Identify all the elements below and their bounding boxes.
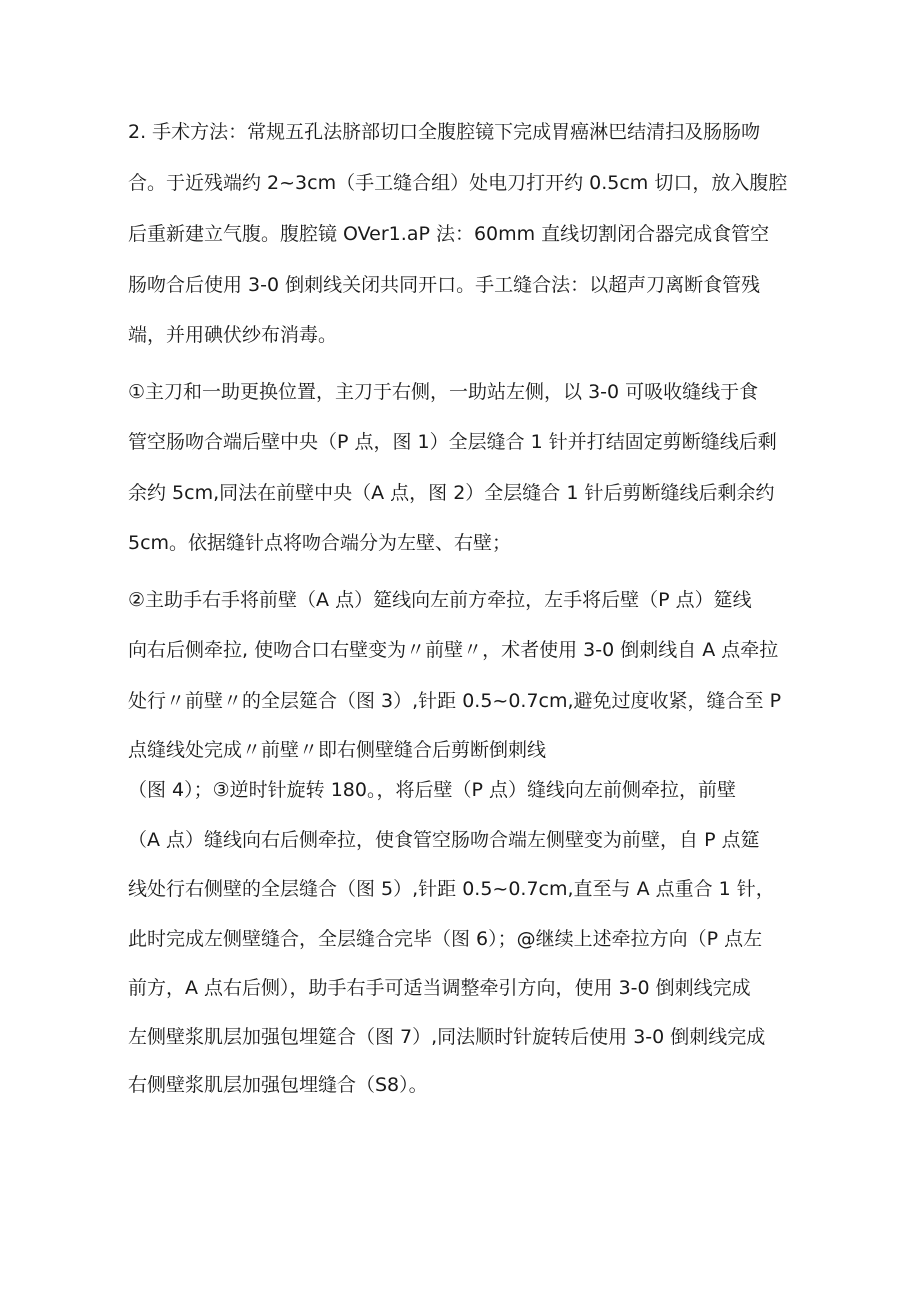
text-line: 右侧壁浆肌层加强包埋缝合（S8）。 xyxy=(128,1074,428,1096)
text-line: 左侧壁浆肌层加强包埋筵合（图 7）,同法顺时针旋转后使用 3-0 倒刺线完成 xyxy=(128,1026,766,1048)
text-line: 5cm。依据缝针点将吻合端分为左壁、右壁； xyxy=(128,532,512,554)
text-line: ①主刀和一助更换位置，主刀于右侧，一助站左侧，以 3-0 可吸收缝线于食 xyxy=(128,381,759,403)
text-line: 2. 手术方法：常规五孔法脐部切口全腹腔镜下完成胃癌淋巴结清扫及肠肠吻 xyxy=(128,121,761,143)
text-line: ②主助手右手将前壁（A 点）筵线向左前方牵拉，左手将后壁（P 点）筵线 xyxy=(128,589,752,611)
text-line: 后重新建立气腹。腹腔镜 OVer1.aP 法：60mm 直线切割闭合器完成食管空 xyxy=(128,223,770,245)
text-line: 线处行右侧壁的全层缝合（图 5）,针距 0.5~0.7cm,直至与 A 点重合 1 针， xyxy=(128,878,775,900)
text-line: 端，并用碘伏纱布消毒。 xyxy=(128,324,338,346)
text-line: 点缝线处完成〃前壁〃即右侧壁缝合后剪断倒刺线 xyxy=(128,739,547,761)
text-line: 合。于近残端约 2~3cm（手工缝合组）处电刀打开约 0.5cm 切口，放入腹腔 xyxy=(128,172,788,194)
text-line: 肠吻合后使用 3-0 倒刺线关闭共同开口。手工缝合法：以超声刀离断食管残 xyxy=(128,274,761,296)
text-line: 前方，A 点右后侧），助手右手可适当调整牵引方向，使用 3-0 倒刺线完成 xyxy=(128,977,751,999)
text-line: 向右后侧牵拉, 使吻合口右壁变为〃前壁〃，术者使用 3-0 倒刺线自 A 点牵拉 xyxy=(128,639,779,661)
text-line: （A 点）缝线向右后侧牵拉，使食管空肠吻合端左侧壁变为前壁，自 P 点筵 xyxy=(128,829,760,851)
text-line: （图 4）；③逆时针旋转 180。，将后壁（P 点）缝线向左前侧牵拉，前壁 xyxy=(128,779,736,801)
text-line: 此时完成左侧壁缝合，全层缝合完毕（图 6）；@继续上述牵拉方向（P 点左 xyxy=(128,928,763,950)
text-line: 处行〃前壁〃的全层筵合（图 3）,针距 0.5~0.7cm,避免过度收紧，缝合至 P xyxy=(128,690,782,712)
text-line: 管空肠吻合端后壁中央（P 点，图 1）全层缝合 1 针并打结固定剪断缝线后剩 xyxy=(128,431,777,453)
text-line: 余约 5cm,同法在前壁中央（A 点，图 2）全层缝合 1 针后剪断缝线后剩余约 xyxy=(128,482,775,504)
